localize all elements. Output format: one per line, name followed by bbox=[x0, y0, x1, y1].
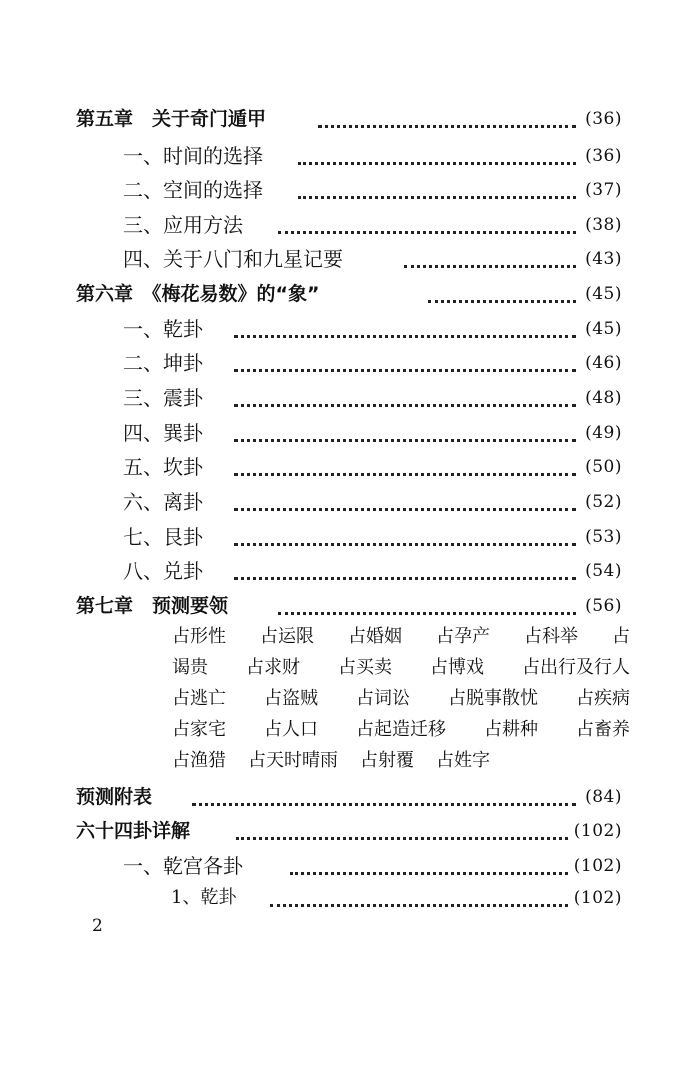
toc-entry-qian-hexagram bbox=[0, 883, 700, 913]
topic-item: 占耕种 bbox=[484, 719, 538, 740]
topic-line bbox=[172, 621, 630, 652]
topic-item: 占姓字 bbox=[436, 750, 490, 771]
topic-item: 占射覆 bbox=[360, 750, 414, 771]
entry-page: (48) bbox=[585, 388, 622, 408]
dot-leader bbox=[234, 577, 576, 580]
entry-page: (37) bbox=[585, 180, 622, 200]
entry-title: 五、坎卦 bbox=[123, 455, 203, 479]
topic-item: 占脱事散忧 bbox=[448, 688, 538, 709]
toc-entry-application bbox=[0, 210, 700, 240]
entry-title: 六、离卦 bbox=[123, 490, 203, 514]
topic-item: 占运限 bbox=[260, 626, 314, 647]
dot-leader bbox=[234, 369, 576, 372]
toc-entry-gen bbox=[0, 522, 700, 552]
entry-page: (102) bbox=[573, 821, 622, 841]
entry-page: (38) bbox=[585, 215, 622, 235]
entry-page: (52) bbox=[585, 492, 622, 512]
entry-page: (36) bbox=[585, 109, 622, 129]
topic-item: 占形性 bbox=[172, 626, 226, 647]
entry-title: 三、震卦 bbox=[123, 386, 203, 410]
topic-item: 占词讼 bbox=[356, 688, 410, 709]
dot-leader bbox=[278, 231, 576, 234]
topic-item: 占疾病 bbox=[576, 688, 630, 709]
toc-entry-chapter6 bbox=[0, 279, 700, 309]
toc-entry-forecast-tables bbox=[0, 782, 700, 812]
entry-page: (102) bbox=[573, 856, 622, 876]
entry-title: 1、乾卦 bbox=[171, 887, 237, 908]
toc-entry-dui bbox=[0, 556, 700, 586]
topic-item: 占畜养 bbox=[576, 719, 630, 740]
toc-entry-space-selection bbox=[0, 175, 700, 205]
entry-page: (56) bbox=[585, 596, 622, 616]
entry-title: 八、兑卦 bbox=[123, 559, 203, 583]
topic-item: 占天时晴雨 bbox=[248, 750, 338, 771]
topic-item: 谒贵 bbox=[172, 657, 208, 678]
toc-entry-eight-gates bbox=[0, 244, 700, 274]
entry-title: 第五章 关于奇门遁甲 bbox=[76, 108, 267, 130]
entry-page: (36) bbox=[585, 146, 622, 166]
dot-leader bbox=[192, 803, 576, 806]
dot-leader bbox=[270, 904, 568, 907]
dot-leader bbox=[236, 837, 568, 840]
toc-entry-qian-palace bbox=[0, 851, 700, 881]
dot-leader bbox=[234, 404, 576, 407]
entry-title: 二、空间的选择 bbox=[123, 178, 263, 202]
toc-entry-li bbox=[0, 487, 700, 517]
topic-item: 占 bbox=[612, 626, 630, 647]
toc-entry-time-selection bbox=[0, 141, 700, 171]
dot-leader bbox=[278, 612, 576, 615]
dot-leader bbox=[234, 473, 576, 476]
entry-title: 第六章 《梅花易数》的“象” bbox=[76, 283, 320, 305]
topic-item: 占家宅 bbox=[172, 719, 226, 740]
topic-item: 占科举 bbox=[524, 626, 578, 647]
entry-title: 第七章 预测要领 bbox=[76, 595, 229, 617]
entry-title: 四、巽卦 bbox=[123, 421, 203, 445]
topic-item: 占婚姻 bbox=[348, 626, 402, 647]
entry-title: 四、关于八门和九星记要 bbox=[123, 247, 343, 271]
toc-entry-kan bbox=[0, 452, 700, 482]
entry-title: 预测附表 bbox=[76, 786, 153, 808]
entry-title: 三、应用方法 bbox=[123, 213, 243, 237]
toc-entry-xun bbox=[0, 418, 700, 448]
topic-item: 占博戏 bbox=[430, 657, 484, 678]
chapter7-topics bbox=[172, 621, 630, 776]
entry-page: (49) bbox=[585, 423, 622, 443]
page-number: 2 bbox=[92, 916, 103, 936]
entry-title: 一、乾宫各卦 bbox=[123, 854, 243, 878]
entry-title: 七、艮卦 bbox=[123, 525, 203, 549]
entry-page: (54) bbox=[585, 561, 622, 581]
entry-page: (43) bbox=[585, 249, 622, 269]
topic-item: 占起造迁移 bbox=[356, 719, 446, 740]
topic-item: 占求财 bbox=[246, 657, 300, 678]
entry-page: (45) bbox=[585, 319, 622, 339]
dot-leader bbox=[234, 508, 576, 511]
dot-leader bbox=[234, 335, 576, 338]
entry-title: 一、乾卦 bbox=[123, 317, 203, 341]
entry-page: (45) bbox=[585, 284, 622, 304]
entry-page: (102) bbox=[573, 888, 622, 908]
toc-entry-chapter7 bbox=[0, 591, 700, 621]
topic-item: 占买卖 bbox=[338, 657, 392, 678]
dot-leader bbox=[290, 872, 568, 875]
entry-page: (84) bbox=[585, 787, 622, 807]
toc-entry-zhen bbox=[0, 383, 700, 413]
dot-leader bbox=[428, 300, 576, 303]
dot-leader bbox=[298, 162, 576, 165]
topic-item: 占人口 bbox=[264, 719, 318, 740]
topic-line bbox=[172, 745, 630, 776]
entry-page: (53) bbox=[585, 527, 622, 547]
topic-item: 占出行及行人 bbox=[522, 657, 630, 678]
topic-item: 占孕产 bbox=[436, 626, 490, 647]
toc-entry-kun bbox=[0, 348, 700, 378]
dot-leader bbox=[404, 265, 576, 268]
dot-leader bbox=[234, 439, 576, 442]
entry-page: (50) bbox=[585, 457, 622, 477]
topic-line bbox=[172, 683, 630, 714]
topic-item: 占盗贼 bbox=[264, 688, 318, 709]
topic-item: 占逃亡 bbox=[172, 688, 226, 709]
dot-leader bbox=[318, 125, 576, 128]
topic-line bbox=[172, 714, 630, 745]
toc-entry-64-hexagrams bbox=[0, 816, 700, 846]
entry-title: 二、坤卦 bbox=[123, 351, 203, 375]
dot-leader bbox=[298, 196, 576, 199]
toc-entry-qian bbox=[0, 314, 700, 344]
toc-entry-chapter5 bbox=[0, 104, 700, 134]
entry-page: (46) bbox=[585, 353, 622, 373]
entry-title: 六十四卦详解 bbox=[76, 820, 191, 842]
dot-leader bbox=[234, 543, 576, 546]
topic-item: 占渔猎 bbox=[172, 750, 226, 771]
topic-line bbox=[172, 652, 630, 683]
entry-title: 一、时间的选择 bbox=[123, 144, 263, 168]
